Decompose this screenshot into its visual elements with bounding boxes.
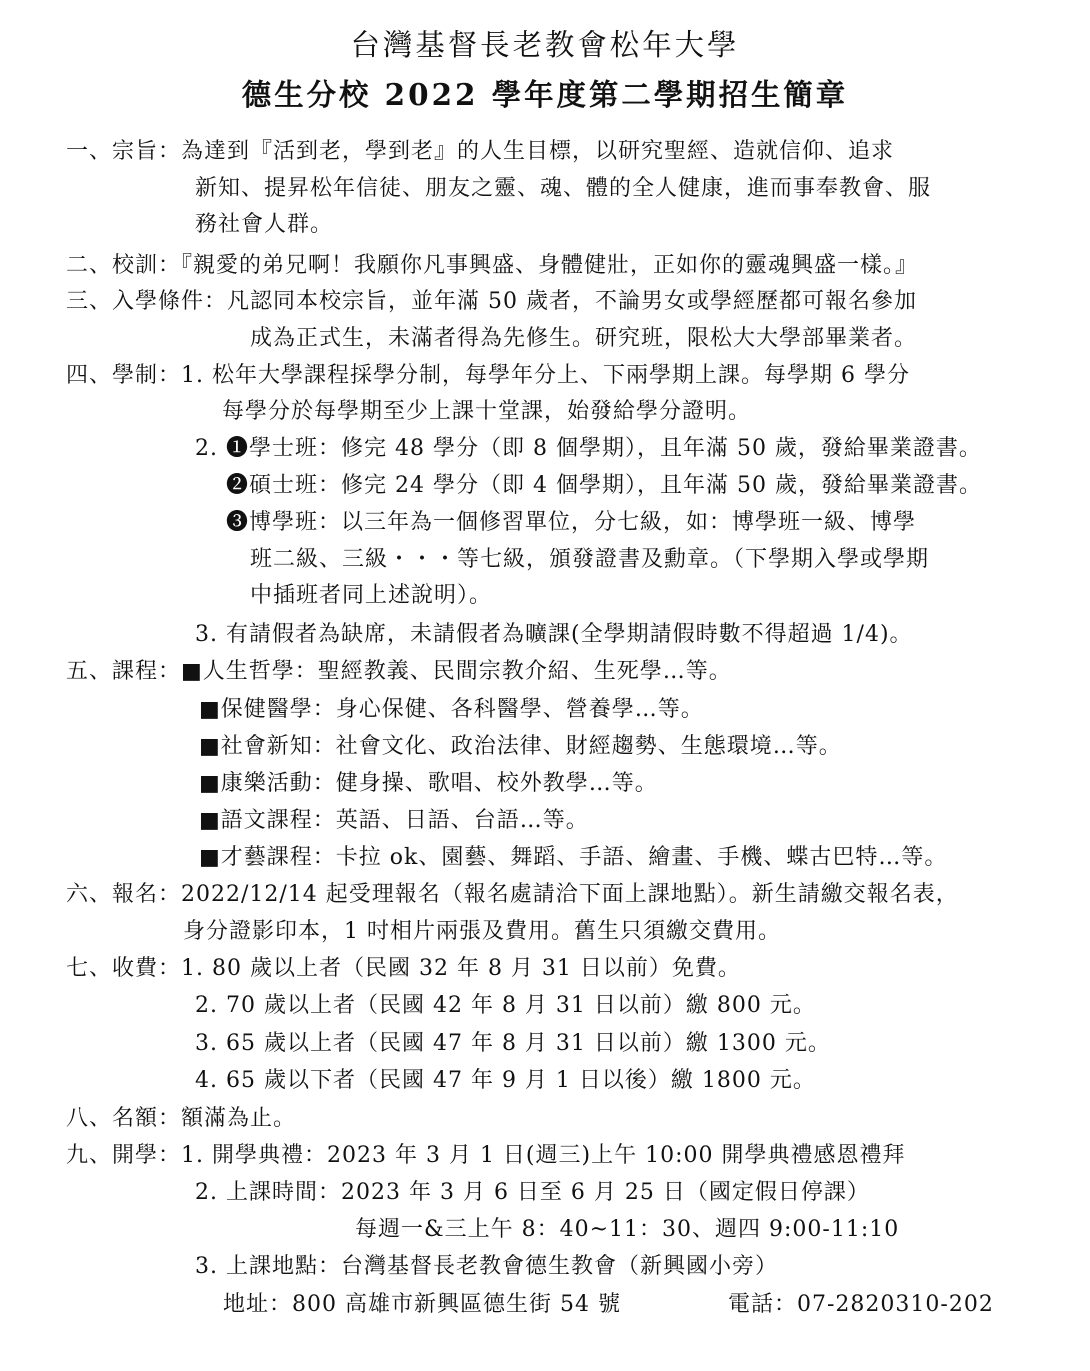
document-subtitle: 德生分校 2022 學年度第二學期招生簡章	[241, 77, 849, 112]
section-5-line-5: ■語文課程：英語、日語、台語…等。	[199, 808, 589, 833]
document-title: 台灣基督長老教會松年大學	[350, 28, 740, 62]
section-1-line-2: 新知、提昇松年信徒、朋友之靈、魂、體的全人健康，進而事奉教會、服	[195, 176, 932, 201]
section-1-line-3: 務社會人群。	[195, 212, 334, 237]
section-4-line-3: 2. ❶學士班：修完 48 學分（即 8 個學期），且年滿 50 歲，發給畢業證書。	[195, 436, 982, 461]
section-5-line-2: ■保健醫學：身心保健、各科醫學、營養學…等。	[199, 697, 704, 722]
address: 地址：800 高雄市新興區德生街 54 號	[223, 1292, 621, 1317]
section-4-line-5: ❸博學班：以三年為一個修習單位，分七級，如：博學班一級、博學	[226, 510, 917, 535]
section-2-line: 二、校訓：『親愛的弟兄啊！我願你凡事興盛、身體健壯，正如你的靈魂興盛一樣。』	[66, 253, 919, 278]
section-5-line-1: 五、課程：■人生哲學：聖經教義、民間宗教介紹、生死學…等。	[66, 659, 732, 684]
section-7-line-3: 3. 65 歲以上者（民國 47 年 8 月 31 日以前）繳 1300 元。	[195, 1031, 831, 1056]
section-7-line-1: 七、收費：1. 80 歲以上者（民國 32 年 8 月 31 日以前）免費。	[66, 956, 741, 981]
phone: 電話：07-2820310-202	[728, 1292, 994, 1317]
section-4-line-6: 班二級、三級・・・等七級，頒發證書及勳章。（下學期入學或學期	[250, 547, 930, 572]
section-1-line-1: 一、宗旨：為達到『活到老，學到老』的人生目標，以研究聖經、造就信仰、追求	[66, 139, 895, 164]
section-4-line-2: 每學分於每學期至少上課十堂課，始發給學分證明。	[222, 399, 752, 424]
section-6-line-2: 身分證影印本，1 吋相片兩張及費用。舊生只須繳交費用。	[183, 919, 781, 944]
section-9-line-1: 九、開學：1. 開學典禮：2023 年 3 月 1 日(週三)上午 10:00 開學典禮感恩禮拜	[66, 1143, 906, 1168]
section-4-line-1: 四、學制：1. 松年大學課程採學分制，每學年分上、下兩學期上課。每學期 6 學分	[66, 363, 910, 388]
section-9-line-4: 3. 上課地點：台灣基督長老教會德生教會（新興國小旁）	[195, 1254, 778, 1279]
section-7-line-4: 4. 65 歲以下者（民國 47 年 9 月 1 日以後）繳 1800 元。	[195, 1068, 816, 1093]
section-3-line-1: 三、入學條件：凡認同本校宗旨，並年滿 50 歲者，不論男女或學經歷都可報名參加	[66, 289, 917, 314]
section-4-line-7: 中插班者同上述說明）。	[250, 583, 493, 608]
section-9-line-3: 每週一&三上午 8：40~11：30、週四 9:00-11:10	[355, 1217, 900, 1242]
section-6-line-1: 六、報名：2022/12/14 起受理報名（報名處請洽下面上課地點）。新生請繳交報名表，	[66, 882, 959, 907]
section-3-line-2: 成為正式生，未滿者得為先修生。研究班，限松大大學部畢業者。	[250, 326, 918, 351]
section-9-line-2: 2. 上課時間：2023 年 3 月 6 日至 6 月 25 日（國定假日停課）	[195, 1180, 870, 1205]
section-7-line-2: 2. 70 歲以上者（民國 42 年 8 月 31 日以前）繳 800 元。	[195, 993, 816, 1018]
section-5-line-6: ■才藝課程：卡拉 ok、園藝、舞蹈、手語、繪畫、手機、蝶古巴特…等。	[199, 845, 948, 870]
section-5-line-3: ■社會新知：社會文化、政治法律、財經趨勢、生態環境…等。	[199, 734, 842, 759]
section-8-line: 八、名額：額滿為止。	[66, 1106, 297, 1131]
section-5-line-4: ■康樂活動：健身操、歌唱、校外教學…等。	[199, 771, 658, 796]
section-4-line-8: 3. 有請假者為缺席，未請假者為曠課(全學期請假時數不得超過 1/4)。	[195, 622, 913, 647]
section-4-line-4: ❷碩士班：修完 24 學分（即 4 個學期），且年滿 50 歲，發給畢業證書。	[226, 473, 982, 498]
